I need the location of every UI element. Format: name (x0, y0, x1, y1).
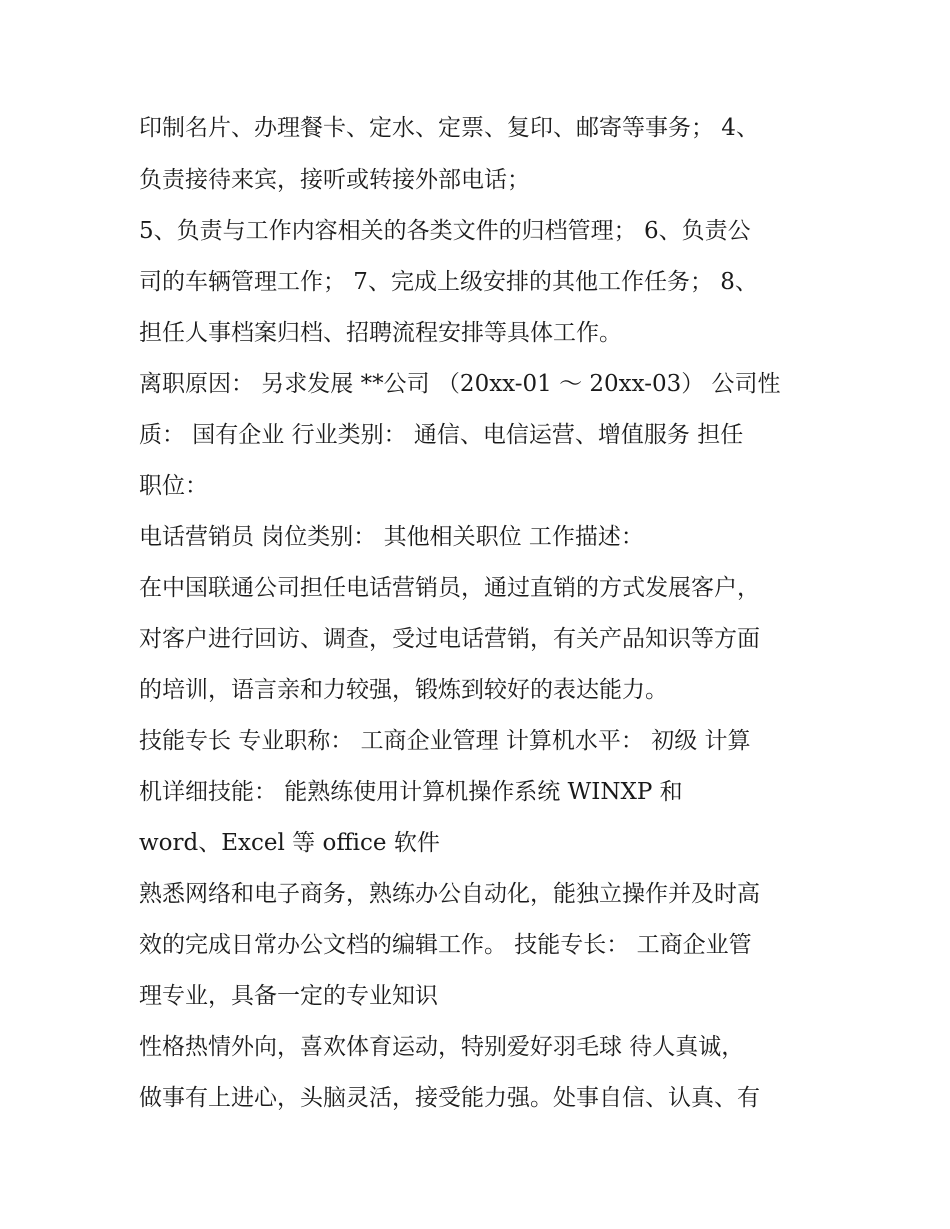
text-line: 熟悉网络和电子商务，熟练办公自动化，能独立操作并及时高 (139, 881, 760, 907)
text-line: 性格热情外向，喜欢体育运动，特别爱好羽毛球 待人真诚， (139, 1034, 745, 1060)
text-line: 负责接待来宾，接听或转接外部电话； (139, 167, 530, 193)
text-line: 职位： (139, 473, 208, 499)
text-line: 理专业，具备一定的专业知识 (139, 983, 438, 1009)
text-line: 效的完成日常办公文档的编辑工作。 技能专长： 工商企业管 (139, 932, 752, 958)
text-line: 质： 国有企业 行业类别： 通信、电信运营、增值服务 担任 (139, 422, 744, 448)
text-line: 对客户进行回访、调查，受过电话营销，有关产品知识等方面 (139, 626, 760, 652)
text-line: 电话营销员 岗位类别： 其他相关职位 工作描述： (139, 524, 644, 550)
text-line: 5、负责与工作内容相关的各类文件的归档管理； 6、负责公 (139, 218, 751, 244)
text-line: 机详细技能： 能熟练使用计算机操作系统 WINXP 和 (139, 779, 683, 805)
text-line: 印制名片、办理餐卡、定水、定票、复印、邮寄等事务； 4、 (139, 115, 759, 141)
text-line: 离职原因： 另求发展 **公司 （20xx-01 ～ 20xx-03） 公司性 (139, 371, 781, 397)
text-line: 担任人事档案归档、招聘流程安排等具体工作。 (139, 320, 622, 346)
text-line: 在中国联通公司担任电话营销员，通过直销的方式发展客户， (139, 575, 760, 601)
text-line: 做事有上进心，头脑灵活，接受能力强。处事自信、认真、有 (139, 1085, 760, 1111)
text-line: 司的车辆管理工作； 7、完成上级安排的其他工作任务； 8、 (139, 269, 758, 295)
text-line: word、Excel 等 office 软件 (139, 830, 440, 856)
text-line: 技能专长 专业职称： 工商企业管理 计算机水平： 初级 计算 (139, 728, 751, 754)
text-line: 的培训，语言亲和力较强，锻炼到较好的表达能力。 (139, 677, 668, 703)
